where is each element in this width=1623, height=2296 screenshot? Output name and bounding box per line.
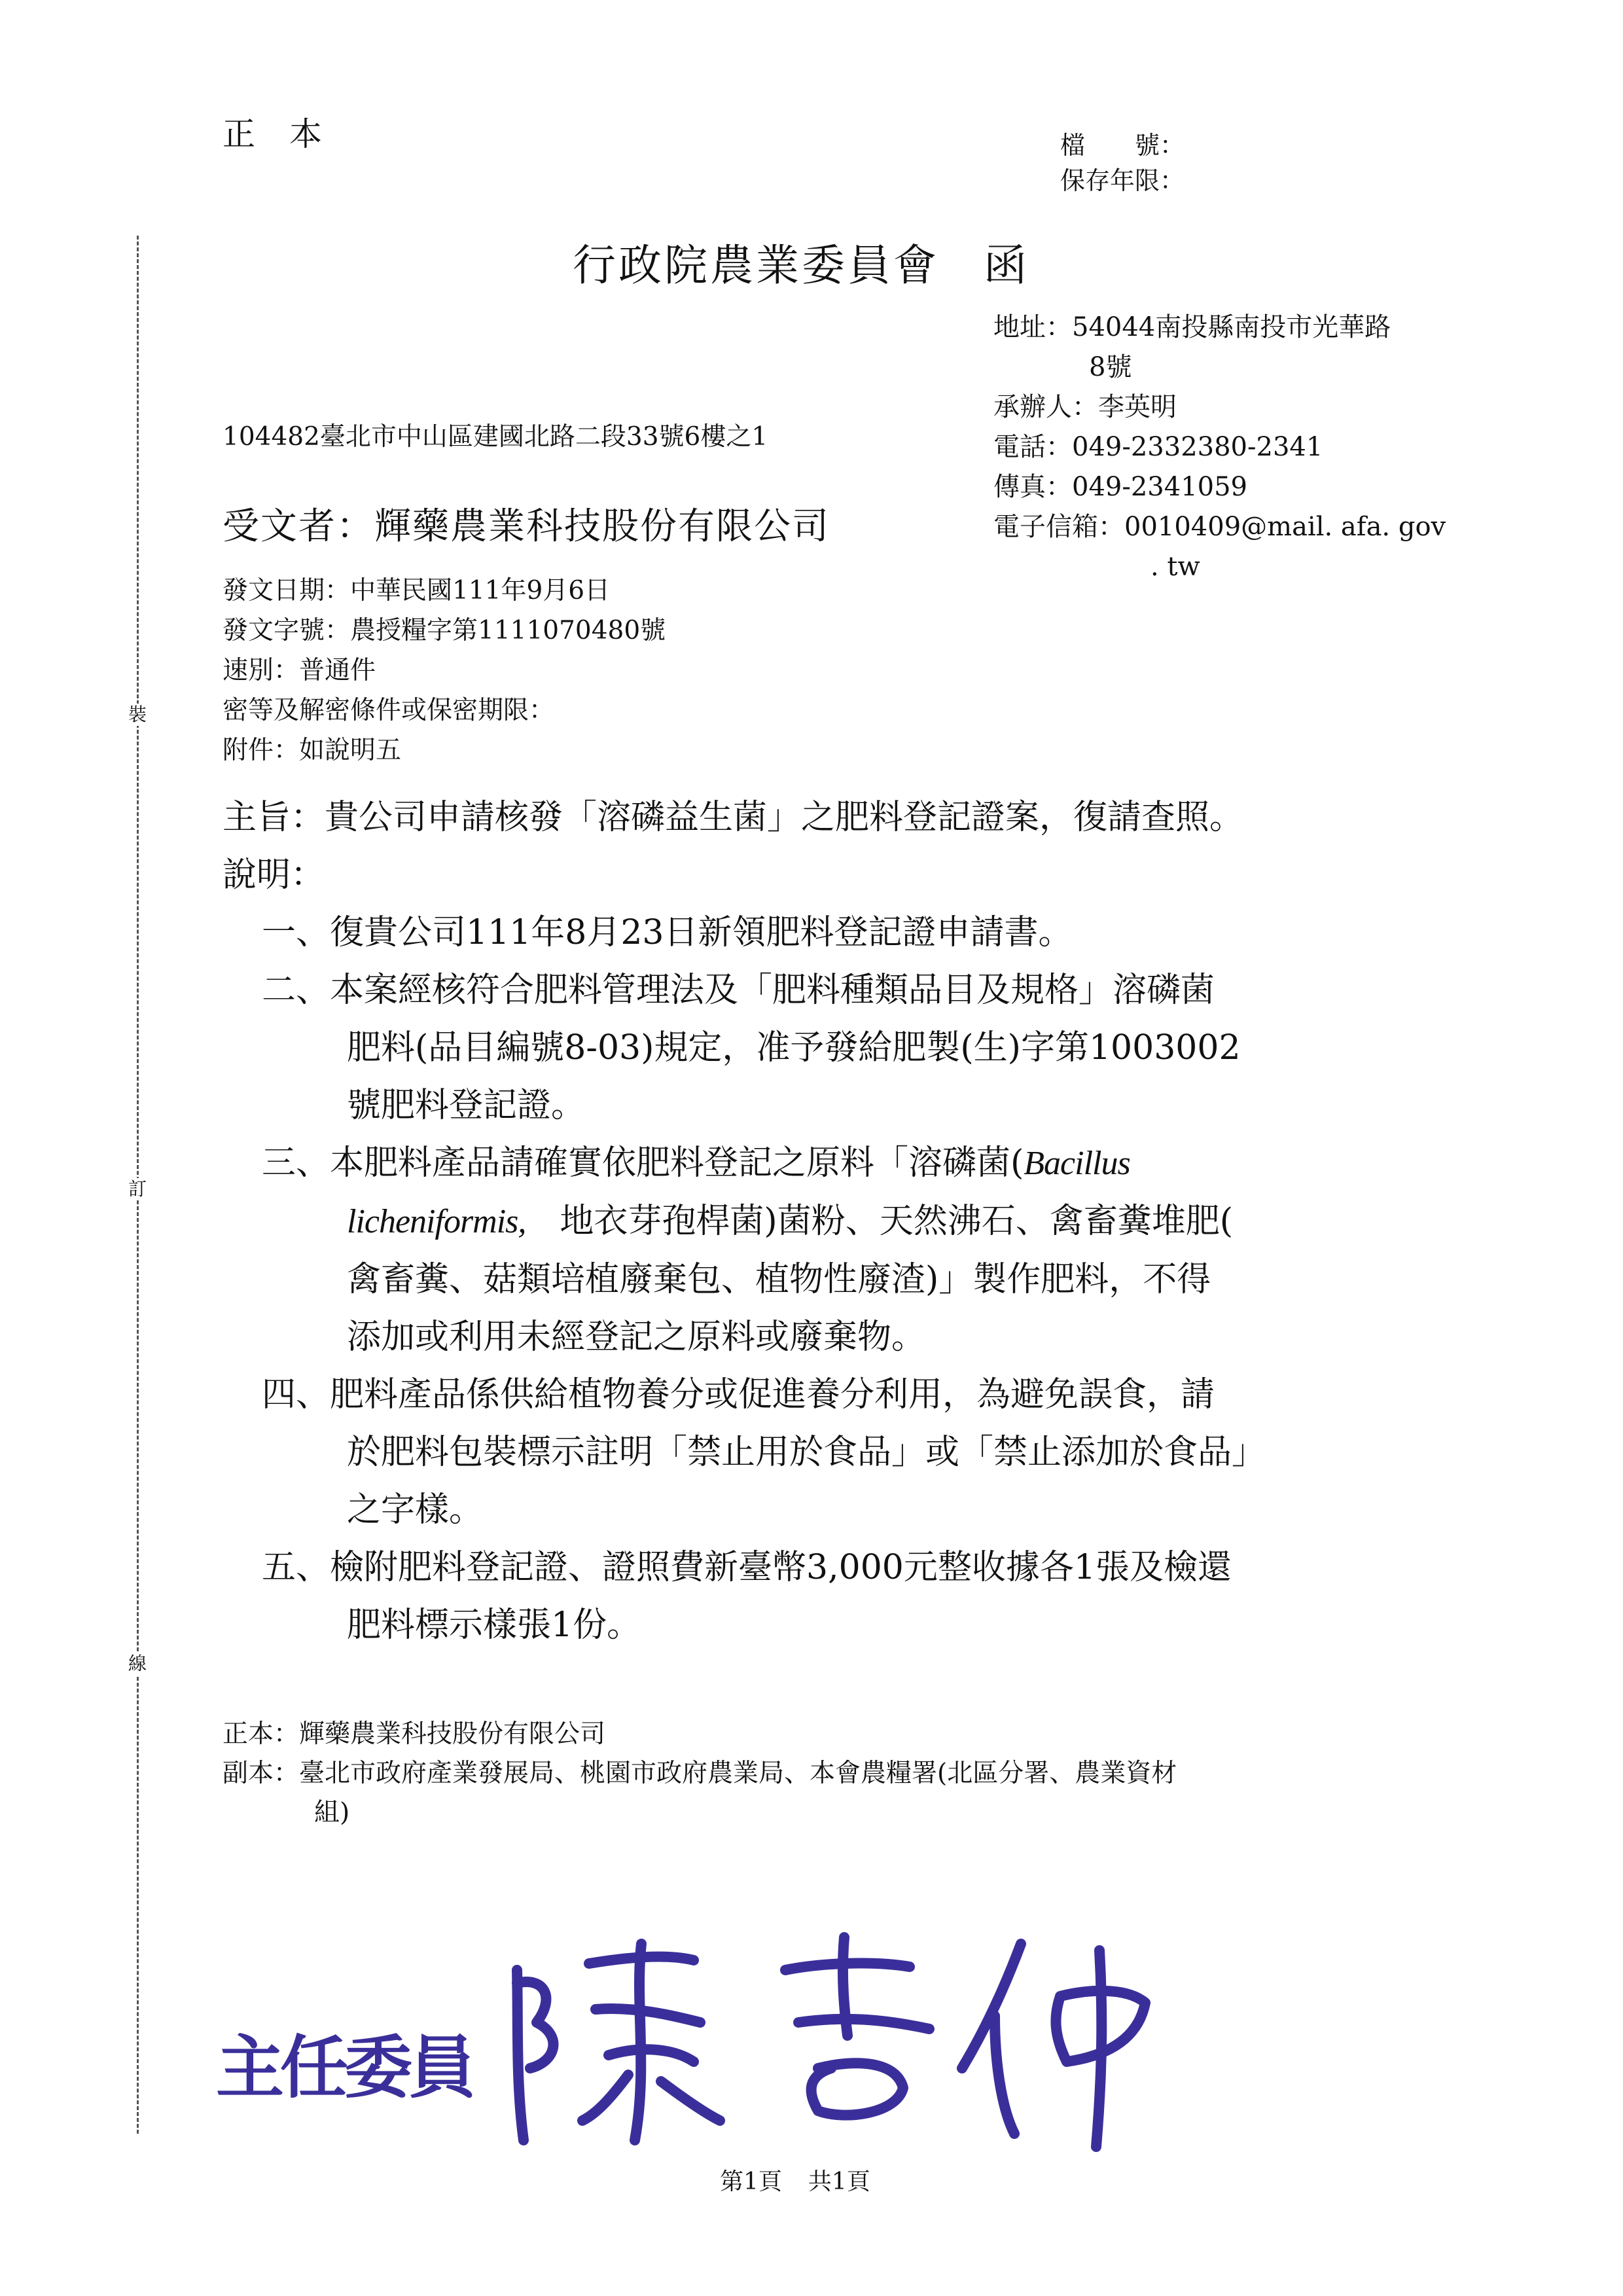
item-5-cont: 肥料標示樣張1份。 [347,1605,641,1645]
copies-block [223,1715,1177,1833]
handwritten-signature [478,1924,1185,2160]
item-3-cont [223,1193,1453,1251]
item-2-cont: 號肥料登記證。 [347,1086,586,1125]
address-line-cont: 8號 [1089,352,1132,382]
speed: 速別：普通件 [223,656,376,685]
title-text: 行政院農業委員會 [573,240,939,291]
subject: 主旨：貴公司申請核發「溶磷益生菌」之肥料登記證案，復請查照。 [223,798,1244,837]
species-genus: Bacillus [1024,1145,1130,1182]
phone: 電話：049-2332380-2341 [993,432,1323,462]
binding-mark-ding: 訂 [128,1178,147,1200]
page-current: 第1頁 [720,2168,782,2195]
original-recipient: 正本：輝藥農業科技股份有限公司 [223,1719,606,1749]
item-3-text: 地衣芽孢桿菌)菌粉、天然沸石、禽畜糞堆肥( [526,1202,1233,1241]
binding-mark-zhuang: 裝 [128,704,147,725]
page-number [720,2163,870,2197]
file-meta [1060,128,1185,198]
contact-block [993,308,1446,587]
retention-label: 保存年限： [1060,166,1185,195]
item-3-cont: 添加或利用未經登記之原料或廢棄物。 [347,1318,926,1357]
item-3 [223,1134,1453,1193]
email: 電子信箱：0010409@mail. afa. gov [993,512,1446,542]
signatory-title: 主任委員 [216,2028,473,2108]
title-suffix: 函 [984,240,1029,291]
email-cont: . tw [1150,552,1200,582]
confidentiality: 密等及解密條件或保密期限： [223,696,555,725]
page-total: 共1頁 [808,2168,870,2195]
attachment: 附件：如說明五 [223,736,402,765]
item-4-cont: 於肥料包裝標示註明「禁止用於食品」或「禁止添加於食品」 [347,1433,1266,1472]
item-4: 四、肥料產品係供給植物養分或促進養分利用，為避免誤食，請 [262,1375,1215,1414]
document-body [223,789,1453,1654]
copy-label: 正本 [223,115,356,153]
issue-date: 發文日期：中華民國111年9月6日 [223,576,611,605]
cc-recipients-cont: 組) [314,1798,350,1827]
recipient: 受文者：輝藥農業科技股份有限公司 [223,505,830,548]
binding-mark-xian: 線 [128,1653,147,1674]
handler: 承辦人：李英明 [993,392,1177,422]
item-3-cont: 禽畜糞、菇類培植廢棄包、植物性廢渣)」製作肥料，不得 [347,1260,1211,1299]
item-3-text: 三、本肥料產品請確實依肥料登記之原料「溶磷菌( [262,1143,1024,1183]
item-4-cont: 之字樣。 [347,1490,484,1530]
item-2-cont: 肥料(品目編號8-03)規定，准予發給肥製(生)字第1003002 [347,1028,1241,1067]
item-1: 一、復貴公司111年8月23日新領肥料登記證申請書。 [262,913,1073,952]
issue-meta [223,571,666,770]
item-2: 二、本案經核符合肥料管理法及「肥料種類品目及規格」溶磷菌 [262,971,1215,1010]
recipient-address: 104482臺北市中山區建國北路二段33號6樓之1 [223,422,768,452]
file-number-label: 檔 號： [1060,131,1185,160]
item-5: 五、檢附肥料登記證、證照費新臺幣3,000元整收據各1張及檢還 [262,1548,1232,1587]
issue-number: 發文字號：農授糧字第1111070480號 [223,616,666,645]
species-epithet: licheniformis, [347,1203,526,1240]
fax: 傳真：049-2341059 [993,472,1248,502]
cc-recipients: 副本：臺北市政府產業發展局、桃園市政府農業局、本會農糧署(北區分署、農業資材 [223,1759,1177,1788]
document-title [573,230,1029,293]
explanation-label: 說明： [223,855,325,895]
address-line: 地址：54044南投縣南投市光華路 [993,312,1391,342]
